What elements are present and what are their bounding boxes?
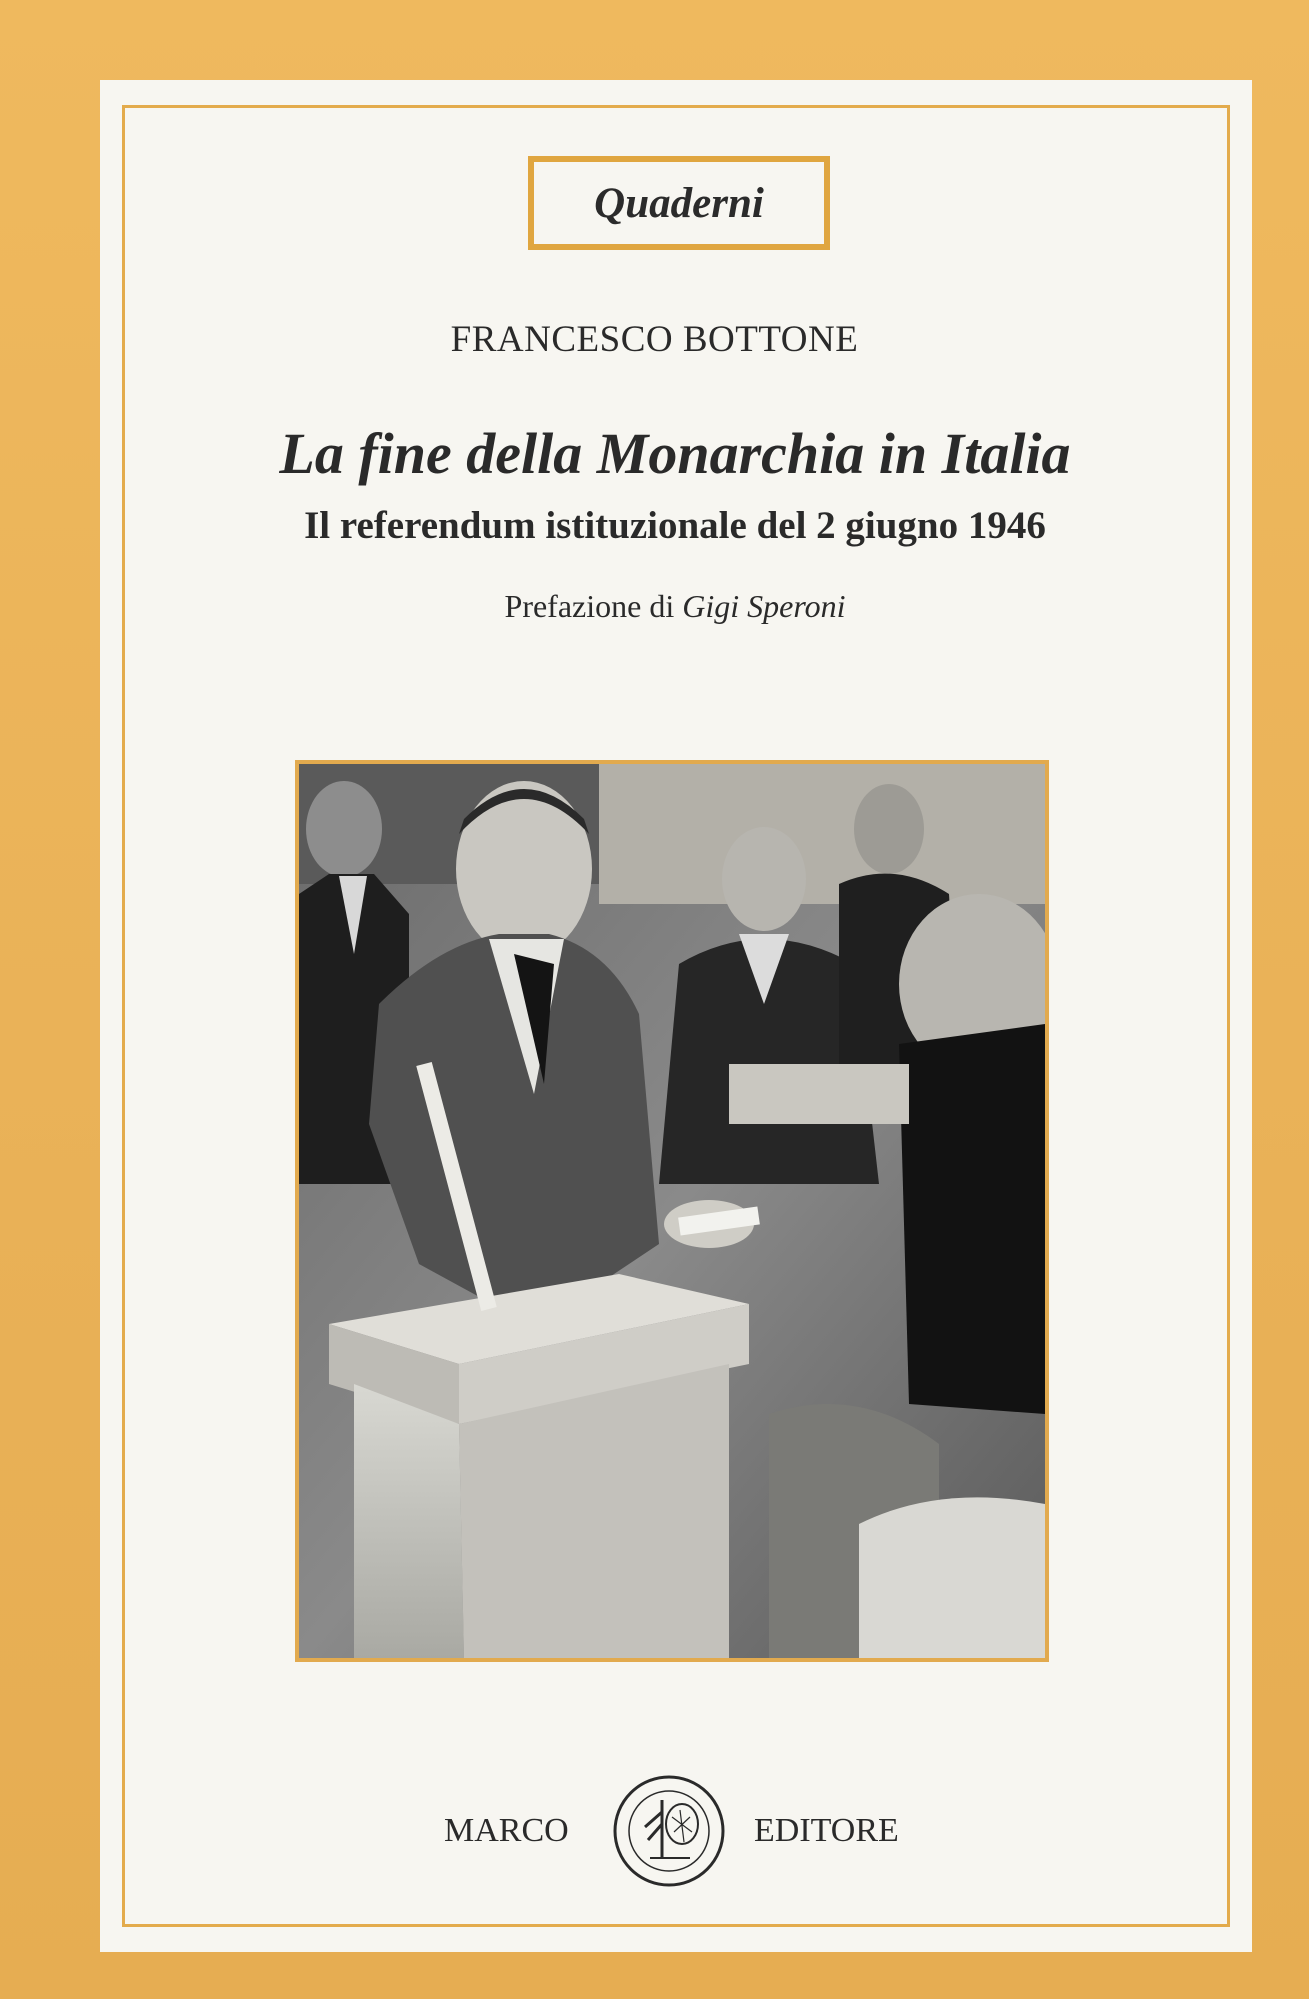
- ballot-box-voting-photo-icon: [299, 764, 1045, 1658]
- publisher-name-left: MARCO: [444, 1812, 569, 1849]
- author-name: FRANCESCO BOTTONE: [450, 319, 859, 360]
- cover-photo: [295, 760, 1049, 1662]
- publisher-name-right: EDITORE: [754, 1812, 899, 1849]
- publisher-imprint: [0, 1772, 1309, 1887]
- series-label: Quaderni: [594, 179, 764, 227]
- series-label-box: [528, 156, 830, 250]
- book-title: La fine della Monarchia in Italia: [279, 421, 1071, 486]
- book-subtitle: Il referendum istituzionale del 2 giugno 1946: [304, 504, 1046, 547]
- preface-author: Gigi Speroni: [682, 588, 846, 624]
- preface-prefix: Prefazione di: [504, 588, 675, 624]
- preface-credit: [0, 588, 1309, 625]
- publisher-logo-icon: [610, 1772, 728, 1890]
